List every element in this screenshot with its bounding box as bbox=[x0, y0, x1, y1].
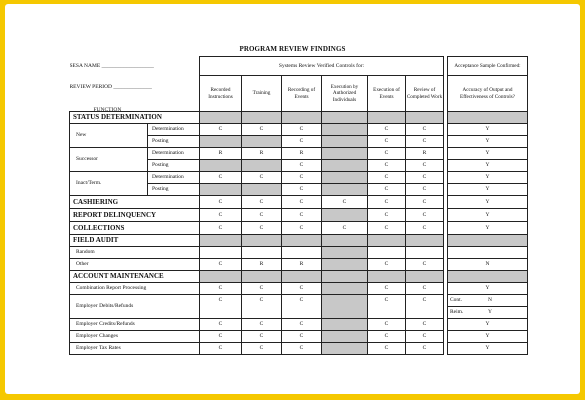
cell-mark: Y bbox=[448, 283, 528, 295]
cell-mark: Y bbox=[448, 319, 528, 331]
col-review-completed-work: Review of Completed Work bbox=[406, 76, 444, 112]
cell-mark: C bbox=[282, 283, 322, 295]
cell-mark: C bbox=[282, 196, 322, 209]
sample-label: Cont. bbox=[450, 297, 463, 304]
section-account-maintenance: ACCOUNT MAINTENANCE bbox=[70, 271, 200, 283]
cell-mark: C bbox=[406, 209, 444, 222]
section-row bbox=[70, 271, 528, 283]
cell-mark: C bbox=[242, 319, 282, 331]
cell-mark: C bbox=[406, 184, 444, 196]
sample-cont-cell bbox=[448, 295, 528, 307]
cell-mark: C bbox=[242, 209, 282, 222]
col-recording-of-events: Recording of Events bbox=[282, 76, 322, 112]
row-label: Posting bbox=[148, 184, 200, 196]
cell-mark: Y bbox=[448, 331, 528, 343]
cell-mark: C bbox=[282, 319, 322, 331]
header-row bbox=[70, 57, 528, 76]
cell-mark: C bbox=[242, 283, 282, 295]
sample-reim-cell bbox=[448, 307, 528, 319]
section-field-audit: FIELD AUDIT bbox=[70, 235, 200, 247]
section-report-delinquency: REPORT DELINQUENCY bbox=[70, 209, 200, 222]
table-row bbox=[70, 148, 528, 160]
cell-mark: C bbox=[406, 331, 444, 343]
cell-mark: C bbox=[368, 148, 406, 160]
cell-mark: R bbox=[282, 259, 322, 271]
cell-mark: C bbox=[368, 160, 406, 172]
cell-mark: C bbox=[282, 172, 322, 184]
row-label: Employer Changes bbox=[70, 331, 200, 343]
row-label: Determination bbox=[148, 172, 200, 184]
row-label: Employer Credits/Refunds bbox=[70, 319, 200, 331]
cell-mark: C bbox=[368, 283, 406, 295]
row-label: Posting bbox=[148, 160, 200, 172]
cell-mark: C bbox=[200, 331, 242, 343]
cell-mark: R bbox=[242, 259, 282, 271]
table-row bbox=[70, 343, 528, 355]
cell-mark: C bbox=[282, 124, 322, 136]
cell-mark: C bbox=[282, 343, 322, 355]
table-row bbox=[70, 222, 528, 235]
cell-mark: Y bbox=[448, 209, 528, 222]
cell-mark: C bbox=[242, 331, 282, 343]
cell-mark: C bbox=[200, 319, 242, 331]
cell-mark: C bbox=[200, 209, 242, 222]
cell-mark: Y bbox=[448, 343, 528, 355]
cell-mark: C bbox=[368, 295, 406, 319]
cell-mark: C bbox=[368, 331, 406, 343]
form-page bbox=[5, 4, 580, 394]
cell-mark: C bbox=[406, 343, 444, 355]
cell-mark: C bbox=[406, 172, 444, 184]
systems-review-header: Systems Review Verified Controls for: bbox=[200, 57, 444, 76]
cell-mark: C bbox=[368, 209, 406, 222]
table-row bbox=[70, 259, 528, 271]
cell-mark: C bbox=[406, 124, 444, 136]
section-cashiering: CASHIERING bbox=[70, 196, 200, 209]
sesa-name-field[interactable]: SESA NAME ___________________ bbox=[69, 62, 154, 69]
table-row bbox=[70, 331, 528, 343]
cell-mark: N bbox=[488, 297, 492, 304]
cell-mark: C bbox=[368, 172, 406, 184]
cell-mark: R bbox=[242, 148, 282, 160]
cell-mark: C bbox=[322, 222, 368, 235]
review-period-field[interactable]: REVIEW PERIOD ______________ bbox=[69, 83, 152, 90]
cell-mark: C bbox=[322, 196, 368, 209]
cell-mark: C bbox=[406, 196, 444, 209]
cell-mark: C bbox=[406, 295, 444, 319]
row-label: Employer Debits/Refunds bbox=[70, 295, 200, 319]
cell-mark: C bbox=[406, 283, 444, 295]
cell-mark: Y bbox=[448, 124, 528, 136]
cell-mark: Y bbox=[448, 184, 528, 196]
sample-label: Reim. bbox=[450, 309, 464, 316]
cell-mark: Y bbox=[488, 309, 492, 316]
table-row bbox=[70, 209, 528, 222]
col-execution-of-events: Execution of Events bbox=[368, 76, 406, 112]
row-label: Random bbox=[70, 247, 200, 259]
col-execution-authorized: Execution by Authorized Individuals bbox=[322, 76, 368, 112]
cell-mark: C bbox=[406, 136, 444, 148]
row-label: Posting bbox=[148, 136, 200, 148]
section-row bbox=[70, 235, 528, 247]
form-title: PROGRAM REVIEW FINDINGS bbox=[239, 45, 346, 53]
cell-mark: Y bbox=[448, 222, 528, 235]
cell-mark: C bbox=[406, 160, 444, 172]
cell-mark: C bbox=[242, 196, 282, 209]
cell-mark: Y bbox=[448, 196, 528, 209]
table-row bbox=[70, 196, 528, 209]
cell-mark: C bbox=[406, 222, 444, 235]
section-collections: COLLECTIONS bbox=[70, 222, 200, 235]
cell-mark: C bbox=[368, 184, 406, 196]
cell-mark: C bbox=[368, 196, 406, 209]
cell-mark: C bbox=[200, 222, 242, 235]
cell-mark: Y bbox=[448, 160, 528, 172]
table-row bbox=[70, 247, 528, 259]
cell-mark: C bbox=[200, 259, 242, 271]
cell-mark: C bbox=[282, 295, 322, 319]
cell-mark: C bbox=[282, 209, 322, 222]
row-label: Determination bbox=[148, 148, 200, 160]
cell-mark: C bbox=[282, 331, 322, 343]
col-accuracy-output: Accuracy of Output and Effectiveness of Controls? bbox=[448, 76, 528, 112]
col-training: Training bbox=[242, 76, 282, 112]
row-label: Employer Tax Rates bbox=[70, 343, 200, 355]
group-successor: Successor bbox=[70, 148, 148, 172]
cell-mark: C bbox=[368, 136, 406, 148]
cell-mark: C bbox=[406, 259, 444, 271]
cell-mark: C bbox=[200, 196, 242, 209]
cell-mark: C bbox=[200, 295, 242, 319]
cell-mark: C bbox=[368, 124, 406, 136]
table-row bbox=[70, 283, 528, 295]
cell-mark: N bbox=[448, 259, 528, 271]
row-label: Other bbox=[70, 259, 200, 271]
findings-table bbox=[69, 56, 528, 355]
cell-mark: Y bbox=[448, 172, 528, 184]
cell-mark: R bbox=[200, 148, 242, 160]
row-label: Determination bbox=[148, 124, 200, 136]
group-inact-term: Inact/Term. bbox=[70, 172, 148, 196]
section-row bbox=[70, 112, 528, 124]
cell-mark: C bbox=[242, 124, 282, 136]
row-label: Combination Report Processing bbox=[70, 283, 200, 295]
table-row bbox=[70, 124, 528, 136]
cell-mark: Y bbox=[448, 136, 528, 148]
cell-mark: C bbox=[368, 343, 406, 355]
cell-mark: C bbox=[368, 259, 406, 271]
cell-mark: C bbox=[242, 222, 282, 235]
cell-mark: C bbox=[200, 172, 242, 184]
cell-mark: Y bbox=[448, 148, 528, 160]
cell-mark: C bbox=[282, 222, 322, 235]
function-label: FUNCTION bbox=[93, 106, 122, 112]
cell-mark: C bbox=[200, 343, 242, 355]
cell-mark: C bbox=[200, 124, 242, 136]
cell-mark: C bbox=[242, 172, 282, 184]
group-new: New bbox=[70, 124, 148, 148]
acceptance-sample-header: Acceptance Sample Confirmed: bbox=[448, 57, 528, 76]
cell-mark: C bbox=[368, 319, 406, 331]
cell-mark: C bbox=[200, 283, 242, 295]
table-row bbox=[70, 319, 528, 331]
table-row bbox=[70, 295, 528, 307]
section-status-determination: STATUS DETERMINATION bbox=[70, 112, 200, 124]
table-row bbox=[70, 172, 528, 184]
cell-mark: C bbox=[242, 295, 282, 319]
cell-mark: C bbox=[282, 184, 322, 196]
cell-mark: C bbox=[406, 319, 444, 331]
cell-mark: R bbox=[406, 148, 444, 160]
cell-mark: C bbox=[282, 136, 322, 148]
cell-mark: C bbox=[282, 160, 322, 172]
cell-mark: C bbox=[368, 222, 406, 235]
cell-mark: R bbox=[282, 148, 322, 160]
col-recorded-instructions: Recorded Instructions bbox=[200, 76, 242, 112]
cell-mark: C bbox=[242, 343, 282, 355]
